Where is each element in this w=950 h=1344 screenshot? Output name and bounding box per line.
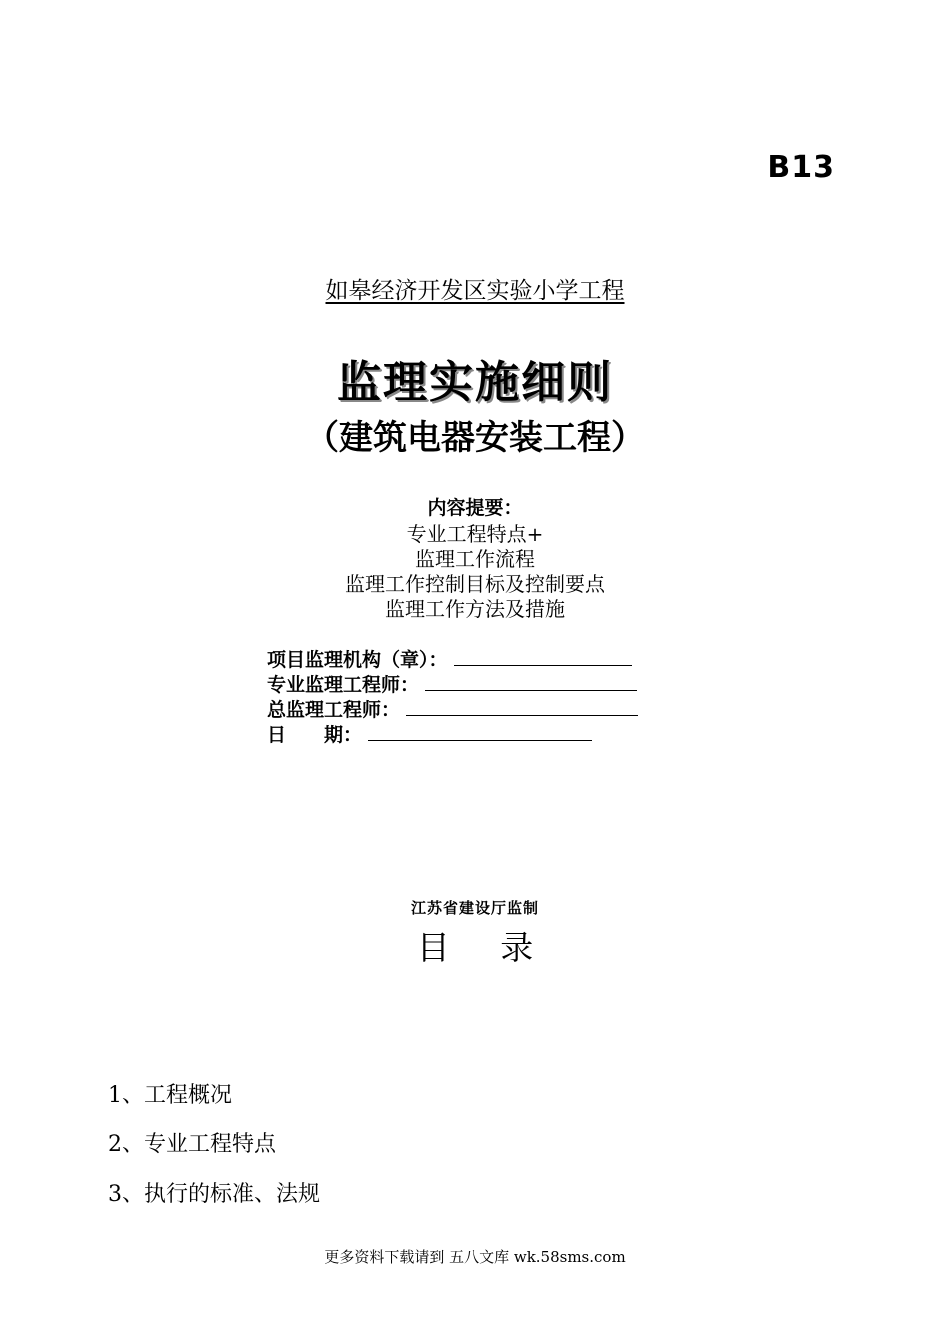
signature-line[interactable]: [425, 672, 637, 691]
summary-item: 监理工作控制目标及控制要点: [345, 572, 605, 596]
summary-item: 专业工程特点+: [406, 522, 544, 546]
footer: 更多资料下载请到 五八文库 wk.58sms.com: [324, 1248, 626, 1266]
signature-line[interactable]: [406, 697, 638, 716]
signature-label: 总监理工程师：: [267, 699, 401, 721]
signature-field-agency: [267, 645, 632, 672]
toc-item: 2、专业工程特点: [108, 1132, 276, 1157]
signature-line[interactable]: [454, 647, 632, 666]
signature-field-date: [267, 720, 592, 747]
summary-item: 监理工作流程: [415, 547, 535, 571]
summary-item: 监理工作方法及措施: [385, 597, 565, 621]
signature-field-chief: [267, 695, 638, 722]
signature-line[interactable]: [368, 722, 592, 741]
toc-item: 1、工程概况: [108, 1083, 232, 1108]
signature-label: 日 期：: [267, 724, 363, 746]
toc-item: 3、执行的标准、法规: [108, 1182, 320, 1207]
document-code: B13: [767, 150, 835, 185]
issuer: 江苏省建设厅监制: [410, 899, 539, 917]
summary-heading: 内容提要：: [427, 497, 523, 519]
toc-title: 目 录: [416, 928, 534, 967]
main-title: 监理实施细则: [337, 357, 613, 408]
signature-field-specialist: [267, 670, 637, 697]
signature-label: 项目监理机构（章）：: [267, 649, 448, 671]
project-name: 如皋经济开发区实验小学工程: [325, 278, 625, 304]
sub-title: （建筑电器安装工程）: [305, 418, 645, 458]
signature-label: 专业监理工程师：: [267, 674, 420, 696]
